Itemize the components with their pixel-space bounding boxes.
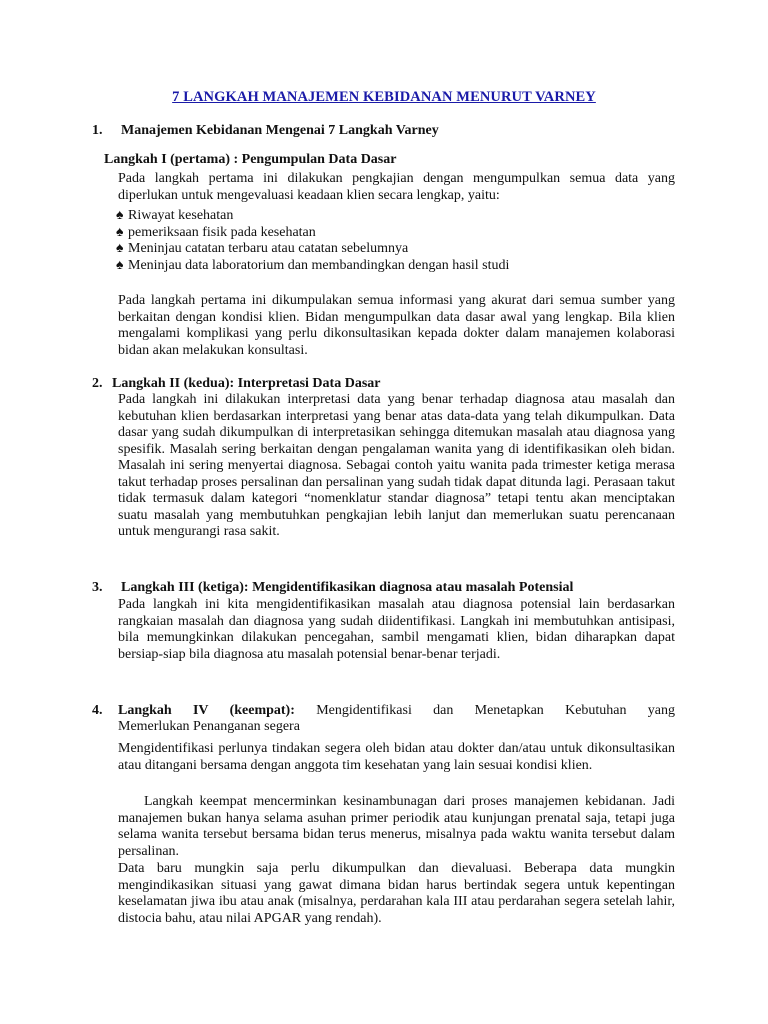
list-item: ♠ Meninjau catatan terbaru atau catatan sebelumnya <box>116 241 409 256</box>
step-3-paragraph: Pada langkah ini kita mengidentifikasikan masalah atau diagnosa potensial lain berdasarkan rangkaian masalah dan diagnosa yang sudah diidentifikasi. Langkah ini membutuhkan antisipasi, bila memungkinkan dilakukan pencegahan, sambil mengamati klien, bidan diharapkan dapat bersiap-siap bila diagnosa atu masalah potensial benar-benar terjadi. <box>118 597 675 662</box>
section-1-heading: Manajemen Kebidanan Mengenai 7 Langkah Varney <box>121 123 439 138</box>
step-1-bullet-list <box>116 208 676 274</box>
step-4-heading-rest: Mengidentifikasi dan Menetapkan Kebutuhan yang <box>316 703 676 718</box>
step-1-heading: Langkah I (pertama) : Pengumpulan Data Dasar <box>104 152 397 167</box>
step-4-heading-line-1 <box>118 703 675 720</box>
document-title: 7 LANGKAH MANAJEMEN KEBIDANAN MENURUT VARNEY <box>172 89 596 105</box>
list-item: ♠ Riwayat kesehatan <box>116 208 234 223</box>
step-2-number: 2. <box>92 376 103 391</box>
step-3-heading: Langkah III (ketiga): Mengidentifikasikan diagnosa atau masalah Potensial <box>121 580 574 595</box>
step-4-heading: Langkah IV (keempat): <box>118 703 295 718</box>
spade-bullet-icon: ♠ <box>116 208 124 223</box>
step-4-paragraph-2: Langkah keempat mencerminkan kesinambunagan dari proses manajemen kebidanan. Jadi manajemen bukan hanya selama asuhan primer periodik atau kunjungan prenatal saja, tetapi juga selama wanita tersebut bersama bidan terus menerus, misalnya pada waktu wanita tersebut dalam persalinan. <box>118 794 675 859</box>
step-3-number: 3. <box>92 580 103 595</box>
spade-bullet-icon: ♠ <box>116 257 124 273</box>
step-2-heading: Langkah II (kedua): Interpretasi Data Dasar <box>112 376 381 391</box>
spade-bullet-icon: ♠ <box>116 241 124 256</box>
spade-bullet-icon: ♠ <box>116 224 124 240</box>
step-4-paragraph-3: Data baru mungkin saja perlu dikumpulkan dan dievaluasi. Beberapa data mungkin mengindikasikan situasi yang gawat dimana bidan harus bertindak segera untuk kepentingan keselamatan jiwa ibu atau anak (misalnya, perdarahan kala III atau perdarahan segera setelah lahir, distocia bahu, atau nilai APGAR yang rendah). <box>118 861 675 926</box>
list-item: ♠ pemeriksaan fisik pada kesehatan <box>116 224 316 240</box>
list-item: ♠ Meninjau data laboratorium dan membandingkan dengan hasil studi <box>116 257 510 273</box>
step-4-heading-line-2: Memerlukan Penanganan segera <box>118 719 300 734</box>
step-1-summary-paragraph: Pada langkah pertama ini dikumpulakan semua informasi yang akurat dari semua sumber yang berkaitan dengan kondisi klien. Bidan mengumpulkan data dasar awal yang lengkap. Bila klien mengalami komplikasi yang perlu dikonsultasikan kepada dokter dalam manajemen kolaborasi bidan akan melakukan konsultasi. <box>118 293 675 358</box>
section-1-number: 1. <box>92 123 103 138</box>
step-1-intro-text: Pada langkah pertama ini dilakukan pengkajian dengan mengumpulkan semua data yang diperlukan untuk mengevaluasi keadaan klien secara lengkap, yaitu: <box>118 171 675 203</box>
step-2-paragraph: Pada langkah ini dilakukan interpretasi data yang benar terhadap diagnosa atau masalah dan kebutuhan klien berdasarkan interpretasi yang benar atas data-data yang telah dikumpulkan. Data dasar yang sudah dikumpulkan di interpretasikan sehingga ditemukan masalah atau diagnosa yang spesifik. Masalah sering berkaitan dengan pengalaman wanita yang di identifikasikan oleh bidan. Masalah ini sering menyertai diagnosa. Sebagai contoh yaitu wanita pada trimester ketiga merasa takut terhadap proses persalinan dan persalinan yang sudah tidak dapat ditunda lagi. Perasaan takut tidak termasuk dalam kategori “nomenklatur standar diagnosa” tetapi tentu akan menciptakan suatu masalah yang membutuhkan pengkajian lebih lanjut dan memerlukan suatu perencanaan untuk mengurangi rasa sakit. <box>118 392 675 539</box>
step-1-intro-paragraph <box>118 171 675 204</box>
step-4-paragraph-1: Mengidentifikasi perlunya tindakan segera oleh bidan atau dokter dan/atau untuk dikonsultasikan atau ditangani bersama dengan anggota tim kesehatan yang lain sesuai kondisi klien. <box>118 741 675 773</box>
step-4-number: 4. <box>92 703 103 718</box>
